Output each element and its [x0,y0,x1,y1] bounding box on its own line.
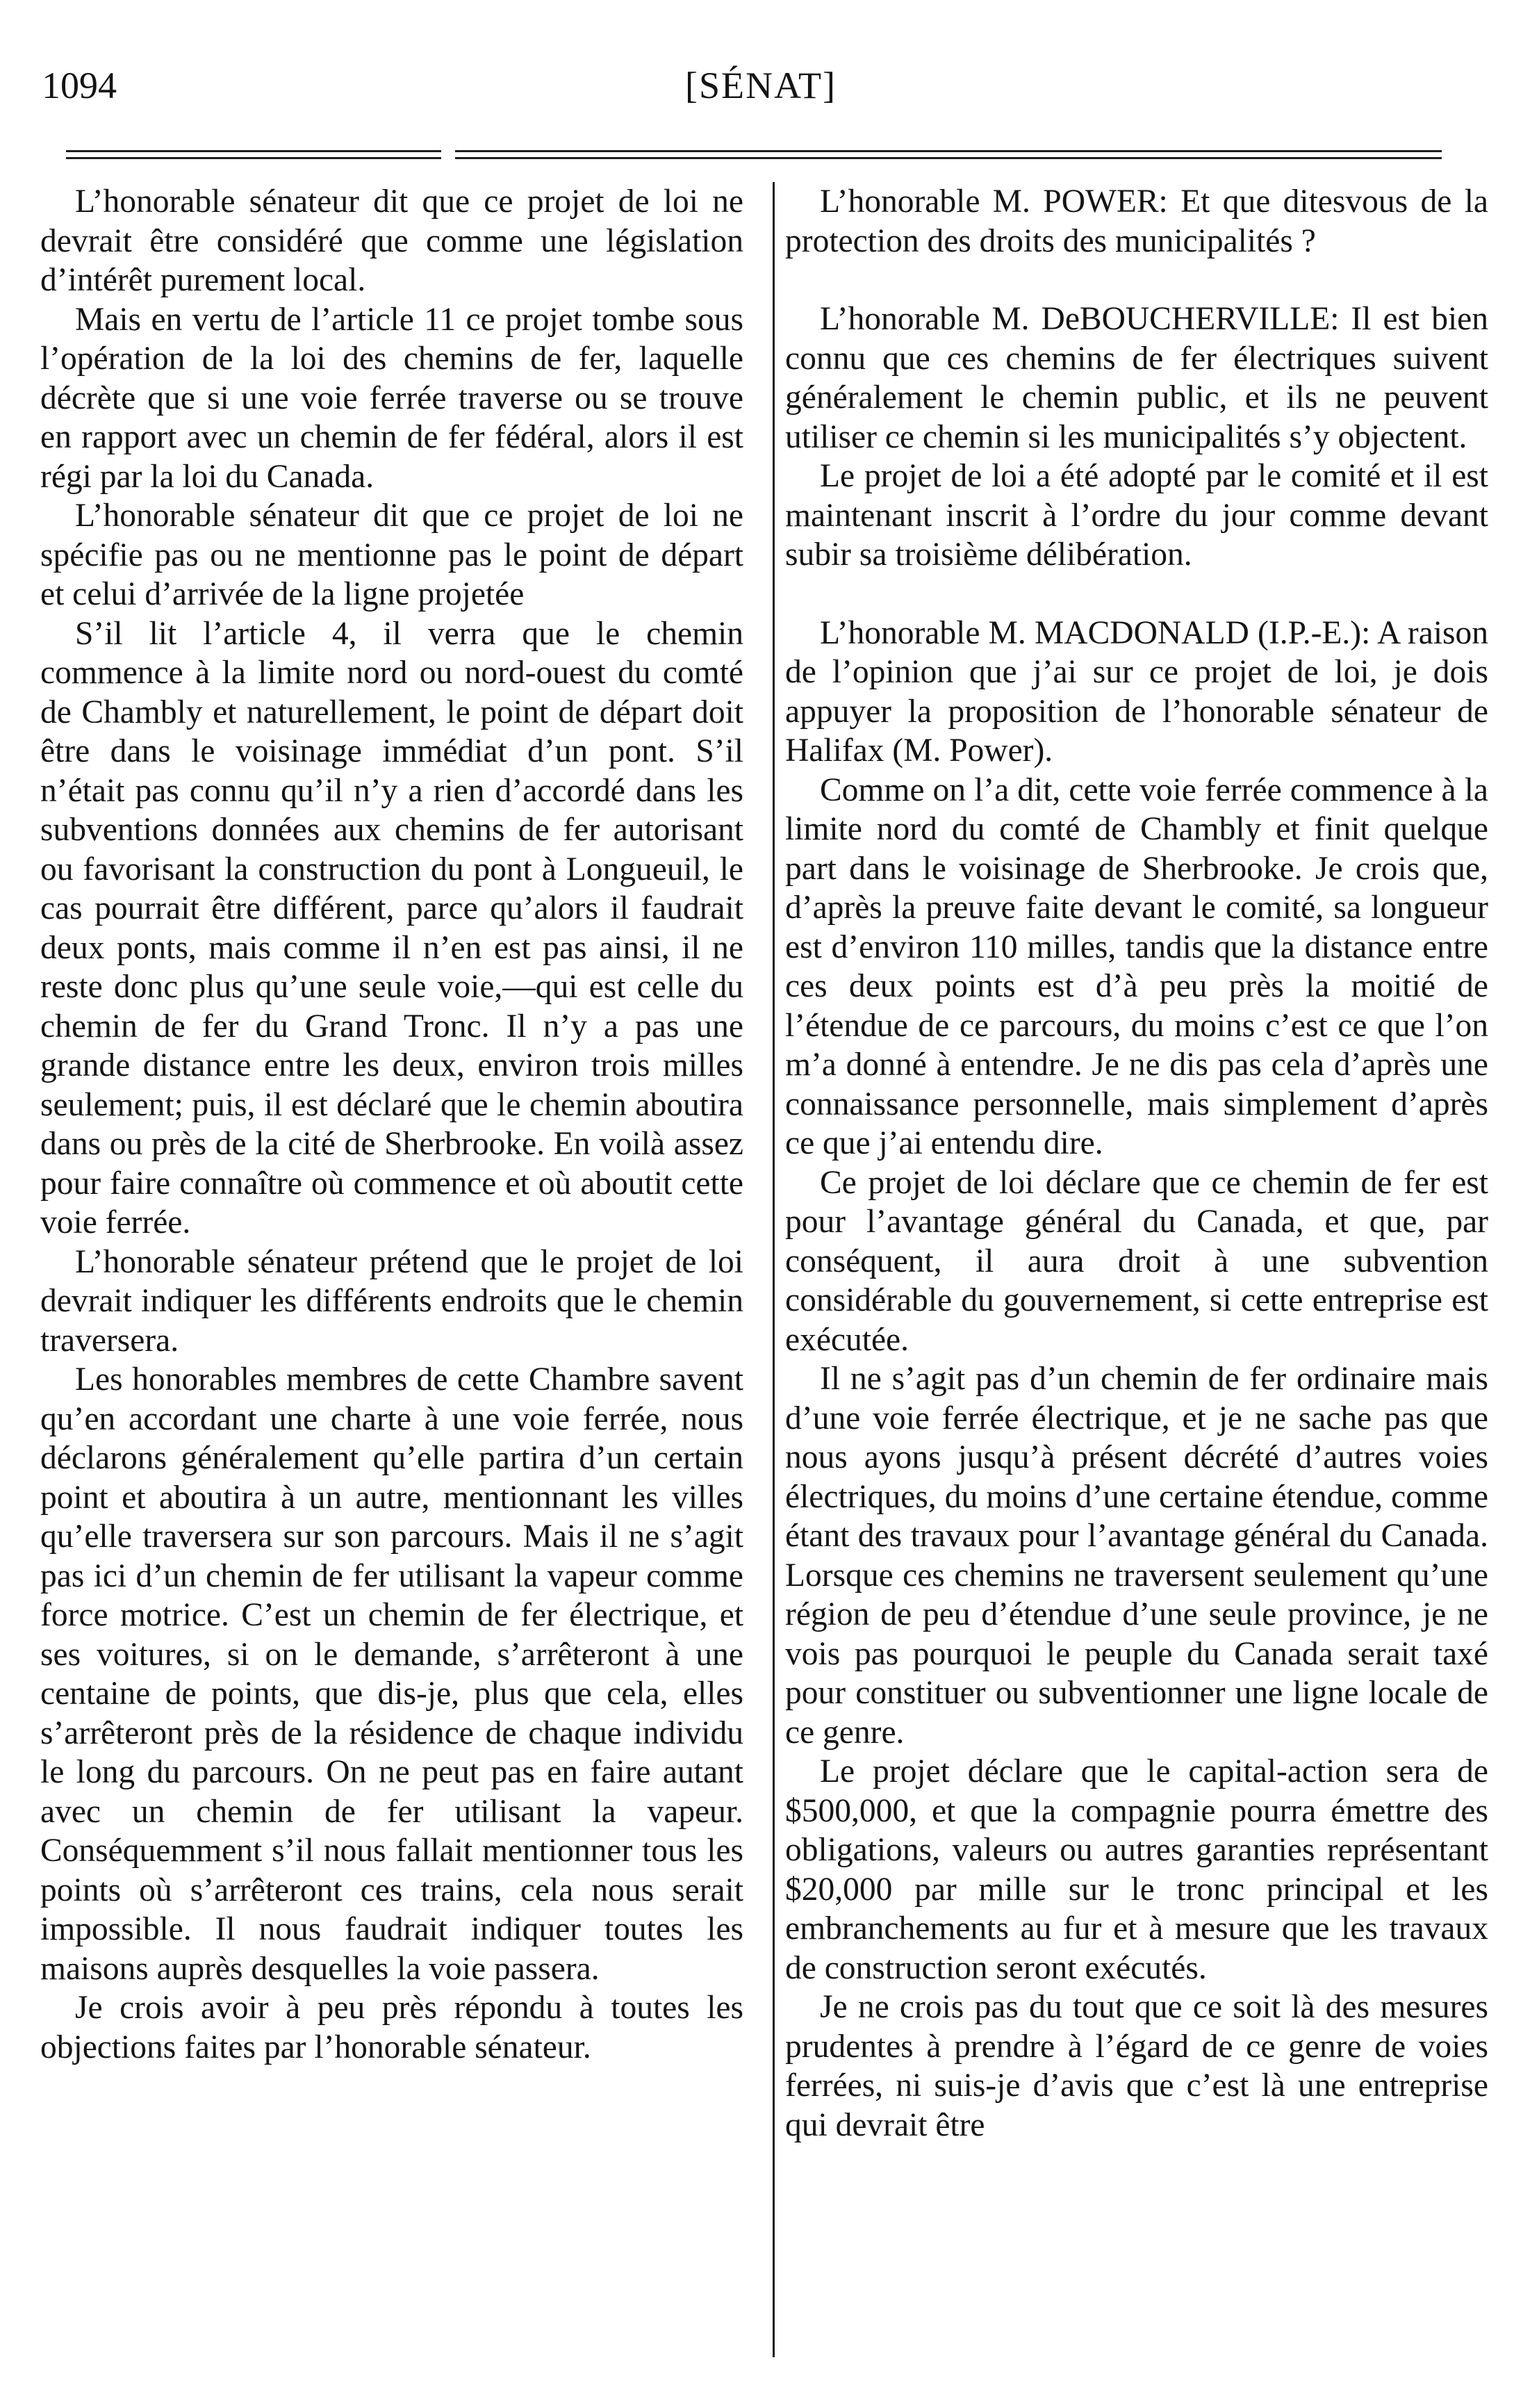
paragraph: Ce projet de loi déclare que ce chemin de fer est pour l’avantage général du Canada, et que, par conséquent, il aura droit à une subvention considérable du gouvernement, si cette entreprise est exécutée. [785,1164,1488,1358]
header-rule-left-bottom [66,157,441,159]
header-rule-right-bottom [455,157,1442,159]
paragraph: Je crois avoir à peu près répondu à toutes les objections faites par l’honorable sénateur. [40,1990,743,2065]
paragraph: L’honorable sénateur dit que ce projet de loi ne devrait être considéré que comme une législation d’intérêt purement local. [40,183,743,298]
paragraph: Je ne crois pas du tout que ce soit là des mesures prudentes à prendre à l’égard de ce genre de voies ferrées, ni suis-je d’avis que c’est là une entreprise qui devrait être [785,1989,1488,2143]
speaker-paragraph: L’honorable M. POWER: Et que ditesvous de la protection des droits des municipalités ? [785,183,1488,259]
speaker-paragraph: L’honorable M. DeBOUCHERVILLE: Il est bien connu que ces chemins de fer électriques suivent généralement le chemin public, et ils ne peuvent utiliser ce chemin si les municipalités s’y objectent. [785,301,1488,455]
paragraph: L’honorable sénateur prétend que le projet de loi devrait indiquer les différents endroits que le chemin traversera. [40,1243,743,1359]
running-head: [SÉNAT] [685,65,837,106]
speaker-paragraph: L’honorable M. MACDONALD (I.P.-E.): A raison de l’opinion que j’ai sur ce projet de loi, je dois appuyer la proposition de l’honorable sénateur de Halifax (M. Power). [785,614,1488,769]
right-column [785,182,1488,2145]
paragraph: Mais en vertu de l’article 11 ce projet tombe sous l’opération de la loi des chemins de fer, laquelle décrète que si une voie ferrée traverse ou se trouve en rapport avec un chemin de fer fédéral, alors il est régi par la loi du Canada. [40,301,743,495]
paragraph: Il ne s’agit pas d’un chemin de fer ordinaire mais d’une voie ferrée électrique, et je ne sache pas que nous ayons jusqu’à présent décrété d’autres voies électriques, du moins d’une certaine étendue, comme étant des travaux pour l’avantage général du Canada. Lorsque ces chemins ne traversent seulement qu’une région de peu d’étendue d’une seule province, je ne vois pas pourquoi le peuple du Canada serait taxé pour constituer ou subventionner une ligne locale de ce genre. [785,1361,1488,1751]
paragraph: Comme on l’a dit, cette voie ferrée commence à la limite nord du comté de Chambly et finit quelque part dans le voisinage de Sherbrooke. Je crois que, d’après la preuve faite devant le comité, sa longueur est d’environ 110 milles, tandis que la distance entre ces deux points est d’à peu près la moitié de l’étendue de ce parcours, du moins c’est ce que l’on m’a donné à entendre. Je ne dis pas cela d’après une connaissance personnelle, mais simplement d’après ce que j’ai entendu dire. [785,771,1488,1161]
header-rule-right-top [455,150,1442,152]
paragraph: L’honorable sénateur dit que ce projet de loi ne spécifie pas ou ne mentionne pas le point de départ et celui d’arrivée de la ligne projetée [40,498,743,612]
paragraph: Les honorables membres de cette Chambre savent qu’en accordant une charte à une voie ferrée, nous déclarons généralement qu’elle partira d’un certain point et aboutira à un autre, mentionnant les villes qu’elle traversera sur son parcours. Mais il ne s’agit pas ici d’un chemin de fer utilisant la vapeur comme force motrice. C’est un chemin de fer électrique, et ses voitures, si on le demande, s’arrêteront à une centaine de points, que dis-je, plus que cela, elles s’arrêteront près de la résidence de chaque individu le long du parcours. On ne peut pas en faire autant avec un chemin de fer utilisant la vapeur. Conséquemment s’il nous fallait mentionner tous les points où s’arrêteront ces trains, cela nous serait impossible. Il nous faudrait indiquer toutes les maisons auprès desquelles la voie passera. [40,1361,743,1987]
paragraph: S’il lit l’article 4, il verra que le chemin commence à la limite nord ou nord-ouest du comté de Chambly et naturellement, le point de départ doit être dans le voisinage immédiat d’un pont. S’il n’était pas connu qu’il n’y a rien d’accordé dans les subventions données aux chemins de fer autorisant ou favorisant la construction du pont à Longueuil, le cas pourrait être différent, parce qu’alors il faudrait deux ponts, mais comme il n’en est pas ainsi, il ne reste donc plus qu’une seule voie,—qui est celle du chemin de fer du Grand Tronc. Il n’y a pas une grande distance entre les deux, environ trois milles seulement; puis, il est déclaré que le chemin aboutira dans ou près de la cité de Sherbrooke. En voilà assez pour faire connaître où commence et où aboutit cette voie ferrée. [40,615,743,1240]
header-rule-left-top [66,150,441,152]
paragraph: Le projet déclare que le capital-action sera de $500,000, et que la compagnie pourra émettre des obligations, valeurs ou autres garanties représentant $20,000 par mille sur le tronc principal et les embranchements au fur et à mesure que les travaux de construction seront exécutés. [785,1753,1488,1986]
column-divider [773,182,775,2357]
page-header [42,64,1480,113]
paragraph: Le projet de loi a été adopté par le comité et il est maintenant inscrit à l’ordre du jour comme devant subir sa troisième délibération. [785,458,1488,573]
page-number: 1094 [42,65,117,106]
left-column [40,182,743,2067]
